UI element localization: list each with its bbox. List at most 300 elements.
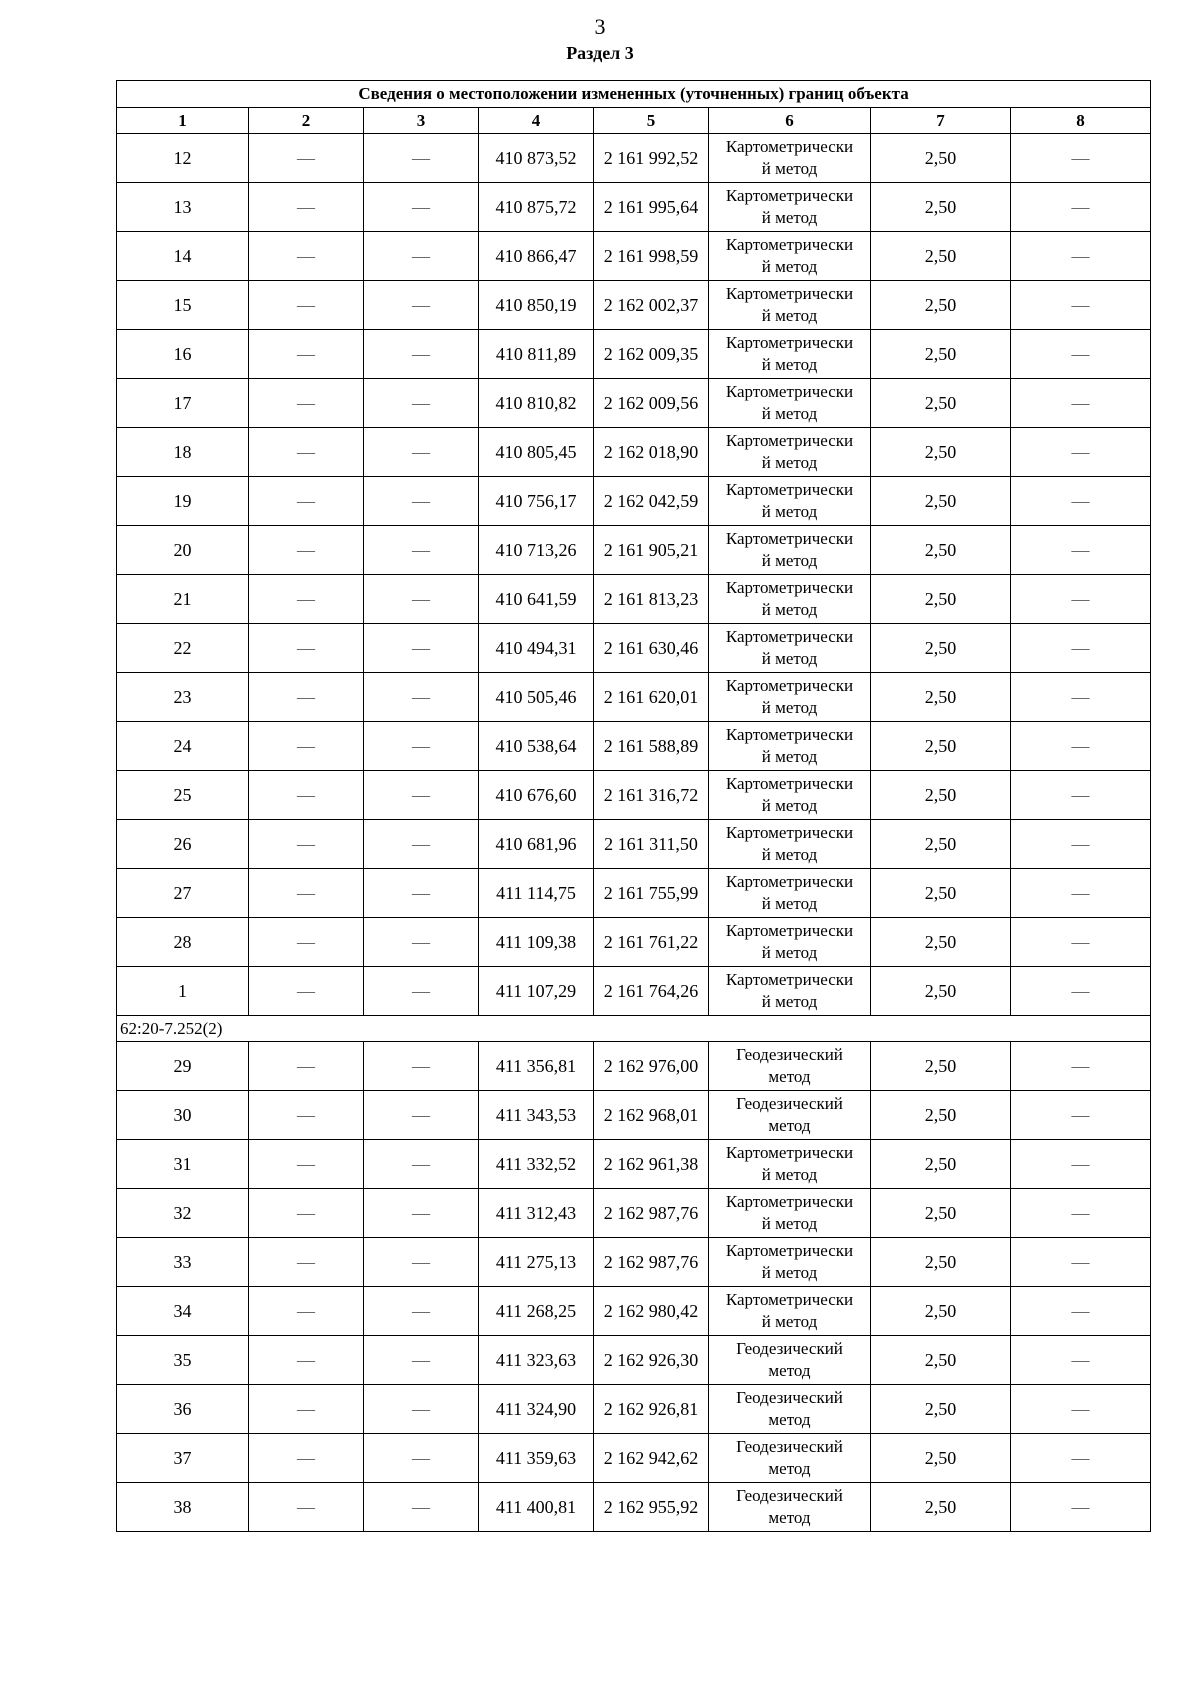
column-8-cell: — <box>1011 526 1151 575</box>
column-2-cell: — <box>249 820 364 869</box>
column-3-cell: — <box>364 771 479 820</box>
method-cell <box>709 1483 871 1532</box>
column-header: 1 <box>117 108 249 134</box>
y-coordinate-cell: 2 162 042,59 <box>594 477 709 526</box>
x-coordinate-cell: 410 850,19 <box>479 281 594 330</box>
point-number-cell: 27 <box>117 869 249 918</box>
table-row <box>117 869 1151 918</box>
accuracy-cell: 2,50 <box>871 183 1011 232</box>
y-coordinate-cell: 2 162 961,38 <box>594 1140 709 1189</box>
table-row <box>117 330 1151 379</box>
point-number-cell: 16 <box>117 330 249 379</box>
table-row <box>117 967 1151 1016</box>
x-coordinate-cell: 411 324,90 <box>479 1385 594 1434</box>
x-coordinate-cell: 411 107,29 <box>479 967 594 1016</box>
method-line-1: Картометрически <box>725 1241 854 1260</box>
table-row <box>117 1385 1151 1434</box>
x-coordinate-cell: 410 681,96 <box>479 820 594 869</box>
y-coordinate-cell: 2 161 311,50 <box>594 820 709 869</box>
x-coordinate-cell: 410 641,59 <box>479 575 594 624</box>
y-coordinate-cell: 2 162 009,35 <box>594 330 709 379</box>
group-label: 62:20-7.252(2) <box>117 1016 1151 1042</box>
method-cell <box>709 526 871 575</box>
column-2-cell: — <box>249 575 364 624</box>
column-2-cell: — <box>249 379 364 428</box>
accuracy-cell: 2,50 <box>871 1385 1011 1434</box>
x-coordinate-cell: 410 494,31 <box>479 624 594 673</box>
table-row <box>117 820 1151 869</box>
column-2-cell: — <box>249 1140 364 1189</box>
column-8-cell: — <box>1011 771 1151 820</box>
method-line-1: Картометрически <box>725 137 854 156</box>
column-3-cell: — <box>364 722 479 771</box>
column-2-cell: — <box>249 428 364 477</box>
table-caption: Сведения о местоположении измененных (уточненных) границ объекта <box>117 81 1151 108</box>
method-line-2: й метод <box>761 404 818 423</box>
column-header: 2 <box>249 108 364 134</box>
point-number-cell: 30 <box>117 1091 249 1140</box>
column-8-cell: — <box>1011 1385 1151 1434</box>
method-line-1: Картометрически <box>725 725 854 744</box>
method-cell <box>709 967 871 1016</box>
y-coordinate-cell: 2 161 755,99 <box>594 869 709 918</box>
point-number-cell: 20 <box>117 526 249 575</box>
y-coordinate-cell: 2 161 630,46 <box>594 624 709 673</box>
column-8-cell: — <box>1011 918 1151 967</box>
section-title: Раздел 3 <box>566 43 634 63</box>
accuracy-cell: 2,50 <box>871 477 1011 526</box>
table-row <box>117 1140 1151 1189</box>
column-2-cell: — <box>249 134 364 183</box>
page-number: 3 <box>594 14 606 39</box>
column-3-cell: — <box>364 820 479 869</box>
column-8-cell: — <box>1011 820 1151 869</box>
x-coordinate-cell: 411 359,63 <box>479 1434 594 1483</box>
method-line-1: Картометрически <box>725 970 854 989</box>
y-coordinate-cell: 2 162 980,42 <box>594 1287 709 1336</box>
column-3-cell: — <box>364 1238 479 1287</box>
method-line-1: Картометрически <box>725 774 854 793</box>
accuracy-cell: 2,50 <box>871 575 1011 624</box>
point-number-cell: 37 <box>117 1434 249 1483</box>
column-8-cell: — <box>1011 1287 1151 1336</box>
x-coordinate-cell: 411 343,53 <box>479 1091 594 1140</box>
column-8-cell: — <box>1011 1238 1151 1287</box>
column-3-cell: — <box>364 1042 479 1091</box>
column-2-cell: — <box>249 722 364 771</box>
column-2-cell: — <box>249 1042 364 1091</box>
accuracy-cell: 2,50 <box>871 869 1011 918</box>
column-header: 4 <box>479 108 594 134</box>
table-row <box>117 624 1151 673</box>
point-number-cell: 14 <box>117 232 249 281</box>
table-row <box>117 1287 1151 1336</box>
method-cell <box>709 330 871 379</box>
method-cell <box>709 1091 871 1140</box>
method-line-1: Геодезический <box>736 1486 843 1505</box>
method-line-2: й метод <box>761 306 818 325</box>
column-2-cell: — <box>249 183 364 232</box>
column-8-cell: — <box>1011 428 1151 477</box>
y-coordinate-cell: 2 161 588,89 <box>594 722 709 771</box>
x-coordinate-cell: 411 114,75 <box>479 869 594 918</box>
accuracy-cell: 2,50 <box>871 232 1011 281</box>
column-8-cell: — <box>1011 281 1151 330</box>
method-line-1: Картометрически <box>725 578 854 597</box>
method-cell <box>709 624 871 673</box>
table-row <box>117 1483 1151 1532</box>
point-number-cell: 38 <box>117 1483 249 1532</box>
accuracy-cell: 2,50 <box>871 379 1011 428</box>
y-coordinate-cell: 2 162 968,01 <box>594 1091 709 1140</box>
table-row <box>117 134 1151 183</box>
column-8-cell: — <box>1011 1140 1151 1189</box>
method-line-2: й метод <box>761 698 818 717</box>
point-number-cell: 32 <box>117 1189 249 1238</box>
column-3-cell: — <box>364 1140 479 1189</box>
method-cell <box>709 232 871 281</box>
y-coordinate-cell: 2 162 002,37 <box>594 281 709 330</box>
column-3-cell: — <box>364 379 479 428</box>
column-3-cell: — <box>364 281 479 330</box>
column-3-cell: — <box>364 1189 479 1238</box>
method-cell <box>709 1434 871 1483</box>
y-coordinate-cell: 2 161 764,26 <box>594 967 709 1016</box>
point-number-cell: 28 <box>117 918 249 967</box>
x-coordinate-cell: 411 109,38 <box>479 918 594 967</box>
column-2-cell: — <box>249 281 364 330</box>
method-line-1: Картометрически <box>725 235 854 254</box>
column-8-cell: — <box>1011 1336 1151 1385</box>
method-line-1: Геодезический <box>736 1094 843 1113</box>
method-line-2: й метод <box>761 1312 818 1331</box>
column-header: 6 <box>709 108 871 134</box>
method-line-1: Геодезический <box>736 1437 843 1456</box>
table-row <box>117 379 1151 428</box>
y-coordinate-cell: 2 162 976,00 <box>594 1042 709 1091</box>
point-number-cell: 12 <box>117 134 249 183</box>
point-number-cell: 23 <box>117 673 249 722</box>
column-2-cell: — <box>249 918 364 967</box>
method-line-2: й метод <box>761 1263 818 1282</box>
table-row <box>117 771 1151 820</box>
table-row <box>117 1434 1151 1483</box>
x-coordinate-cell: 411 400,81 <box>479 1483 594 1532</box>
column-8-cell: — <box>1011 1091 1151 1140</box>
column-8-cell: — <box>1011 477 1151 526</box>
x-coordinate-cell: 410 805,45 <box>479 428 594 477</box>
method-line-2: й метод <box>761 502 818 521</box>
column-8-cell: — <box>1011 330 1151 379</box>
accuracy-cell: 2,50 <box>871 134 1011 183</box>
method-line-1: Картометрически <box>725 676 854 695</box>
column-header-row <box>117 108 1151 134</box>
point-number-cell: 22 <box>117 624 249 673</box>
accuracy-cell: 2,50 <box>871 722 1011 771</box>
column-2-cell: — <box>249 477 364 526</box>
point-number-cell: 24 <box>117 722 249 771</box>
column-2-cell: — <box>249 1483 364 1532</box>
column-2-cell: — <box>249 624 364 673</box>
method-line-2: й метод <box>761 1165 818 1184</box>
x-coordinate-cell: 410 875,72 <box>479 183 594 232</box>
column-2-cell: — <box>249 232 364 281</box>
column-8-cell: — <box>1011 624 1151 673</box>
x-coordinate-cell: 411 268,25 <box>479 1287 594 1336</box>
column-3-cell: — <box>364 967 479 1016</box>
y-coordinate-cell: 2 161 813,23 <box>594 575 709 624</box>
column-8-cell: — <box>1011 1483 1151 1532</box>
method-line-1: Картометрически <box>725 1192 854 1211</box>
method-line-2: й метод <box>761 943 818 962</box>
method-cell <box>709 1238 871 1287</box>
method-line-2: й метод <box>761 551 818 570</box>
column-8-cell: — <box>1011 1042 1151 1091</box>
method-line-2: метод <box>768 1361 811 1380</box>
table-caption-row <box>117 81 1151 108</box>
point-number-cell: 18 <box>117 428 249 477</box>
column-3-cell: — <box>364 1287 479 1336</box>
method-cell <box>709 1385 871 1434</box>
column-3-cell: — <box>364 1385 479 1434</box>
accuracy-cell: 2,50 <box>871 526 1011 575</box>
column-8-cell: — <box>1011 722 1151 771</box>
y-coordinate-cell: 2 162 955,92 <box>594 1483 709 1532</box>
method-line-2: й метод <box>761 257 818 276</box>
column-8-cell: — <box>1011 1434 1151 1483</box>
y-coordinate-cell: 2 161 995,64 <box>594 183 709 232</box>
y-coordinate-cell: 2 161 316,72 <box>594 771 709 820</box>
method-line-1: Геодезический <box>736 1388 843 1407</box>
column-header: 5 <box>594 108 709 134</box>
x-coordinate-cell: 410 811,89 <box>479 330 594 379</box>
column-2-cell: — <box>249 1434 364 1483</box>
method-cell <box>709 1042 871 1091</box>
point-number-cell: 35 <box>117 1336 249 1385</box>
accuracy-cell: 2,50 <box>871 281 1011 330</box>
method-line-1: Картометрически <box>725 186 854 205</box>
table-row <box>117 477 1151 526</box>
column-3-cell: — <box>364 673 479 722</box>
method-line-2: й метод <box>761 747 818 766</box>
column-3-cell: — <box>364 869 479 918</box>
method-line-1: Геодезический <box>736 1339 843 1358</box>
point-number-cell: 29 <box>117 1042 249 1091</box>
x-coordinate-cell: 411 275,13 <box>479 1238 594 1287</box>
table-row <box>117 673 1151 722</box>
column-8-cell: — <box>1011 1189 1151 1238</box>
accuracy-cell: 2,50 <box>871 1042 1011 1091</box>
y-coordinate-cell: 2 162 926,30 <box>594 1336 709 1385</box>
point-number-cell: 19 <box>117 477 249 526</box>
method-line-2: й метод <box>761 796 818 815</box>
accuracy-cell: 2,50 <box>871 1140 1011 1189</box>
point-number-cell: 36 <box>117 1385 249 1434</box>
method-cell <box>709 918 871 967</box>
method-line-1: Геодезический <box>736 1045 843 1064</box>
method-line-2: й метод <box>761 208 818 227</box>
column-3-cell: — <box>364 232 479 281</box>
column-3-cell: — <box>364 134 479 183</box>
x-coordinate-cell: 411 323,63 <box>479 1336 594 1385</box>
column-3-cell: — <box>364 526 479 575</box>
method-cell <box>709 1189 871 1238</box>
table-row <box>117 1336 1151 1385</box>
table-row <box>117 281 1151 330</box>
column-2-cell: — <box>249 330 364 379</box>
column-2-cell: — <box>249 869 364 918</box>
method-cell <box>709 477 871 526</box>
column-3-cell: — <box>364 428 479 477</box>
column-8-cell: — <box>1011 575 1151 624</box>
x-coordinate-cell: 410 538,64 <box>479 722 594 771</box>
table-row <box>117 1091 1151 1140</box>
accuracy-cell: 2,50 <box>871 624 1011 673</box>
y-coordinate-cell: 2 162 987,76 <box>594 1189 709 1238</box>
column-3-cell: — <box>364 1336 479 1385</box>
table-row <box>117 918 1151 967</box>
method-line-1: Картометрически <box>725 480 854 499</box>
method-cell <box>709 820 871 869</box>
method-cell <box>709 1287 871 1336</box>
table-row <box>117 1189 1151 1238</box>
column-3-cell: — <box>364 918 479 967</box>
table-row <box>117 526 1151 575</box>
method-line-2: метод <box>768 1508 811 1527</box>
column-3-cell: — <box>364 330 479 379</box>
accuracy-cell: 2,50 <box>871 1189 1011 1238</box>
point-number-cell: 15 <box>117 281 249 330</box>
method-cell <box>709 771 871 820</box>
x-coordinate-cell: 411 312,43 <box>479 1189 594 1238</box>
y-coordinate-cell: 2 162 926,81 <box>594 1385 709 1434</box>
method-line-2: й метод <box>761 453 818 472</box>
column-8-cell: — <box>1011 232 1151 281</box>
column-8-cell: — <box>1011 967 1151 1016</box>
method-line-1: Картометрически <box>725 284 854 303</box>
point-number-cell: 26 <box>117 820 249 869</box>
method-line-2: й метод <box>761 845 818 864</box>
x-coordinate-cell: 410 873,52 <box>479 134 594 183</box>
column-2-cell: — <box>249 526 364 575</box>
method-line-1: Картометрически <box>725 382 854 401</box>
method-line-2: й метод <box>761 600 818 619</box>
x-coordinate-cell: 410 676,60 <box>479 771 594 820</box>
accuracy-cell: 2,50 <box>871 1238 1011 1287</box>
y-coordinate-cell: 2 161 761,22 <box>594 918 709 967</box>
table-row <box>117 428 1151 477</box>
y-coordinate-cell: 2 161 905,21 <box>594 526 709 575</box>
point-number-cell: 31 <box>117 1140 249 1189</box>
y-coordinate-cell: 2 162 018,90 <box>594 428 709 477</box>
accuracy-cell: 2,50 <box>871 673 1011 722</box>
method-line-2: метод <box>768 1067 811 1086</box>
method-cell <box>709 869 871 918</box>
column-2-cell: — <box>249 1189 364 1238</box>
y-coordinate-cell: 2 161 992,52 <box>594 134 709 183</box>
accuracy-cell: 2,50 <box>871 771 1011 820</box>
method-line-1: Картометрически <box>725 921 854 940</box>
column-8-cell: — <box>1011 379 1151 428</box>
method-cell <box>709 428 871 477</box>
column-8-cell: — <box>1011 183 1151 232</box>
accuracy-cell: 2,50 <box>871 820 1011 869</box>
column-3-cell: — <box>364 575 479 624</box>
method-line-1: Картометрически <box>725 431 854 450</box>
column-2-cell: — <box>249 1091 364 1140</box>
column-2-cell: — <box>249 771 364 820</box>
column-3-cell: — <box>364 1434 479 1483</box>
column-header: 3 <box>364 108 479 134</box>
column-header: 7 <box>871 108 1011 134</box>
method-line-2: метод <box>768 1116 811 1135</box>
accuracy-cell: 2,50 <box>871 330 1011 379</box>
column-2-cell: — <box>249 1385 364 1434</box>
x-coordinate-cell: 410 810,82 <box>479 379 594 428</box>
method-cell <box>709 379 871 428</box>
point-number-cell: 33 <box>117 1238 249 1287</box>
accuracy-cell: 2,50 <box>871 1434 1011 1483</box>
method-line-1: Картометрически <box>725 823 854 842</box>
x-coordinate-cell: 410 756,17 <box>479 477 594 526</box>
method-line-1: Картометрически <box>725 627 854 646</box>
column-8-cell: — <box>1011 134 1151 183</box>
column-3-cell: — <box>364 1483 479 1532</box>
method-cell <box>709 1336 871 1385</box>
y-coordinate-cell: 2 162 987,76 <box>594 1238 709 1287</box>
method-line-2: й метод <box>761 992 818 1011</box>
accuracy-cell: 2,50 <box>871 1483 1011 1532</box>
group-label-row <box>117 1016 1151 1042</box>
point-number-cell: 13 <box>117 183 249 232</box>
method-cell <box>709 134 871 183</box>
accuracy-cell: 2,50 <box>871 967 1011 1016</box>
column-2-cell: — <box>249 1238 364 1287</box>
column-2-cell: — <box>249 967 364 1016</box>
x-coordinate-cell: 410 713,26 <box>479 526 594 575</box>
column-3-cell: — <box>364 1091 479 1140</box>
method-cell <box>709 575 871 624</box>
point-number-cell: 17 <box>117 379 249 428</box>
boundary-coordinates-table <box>116 80 1151 1532</box>
table-row <box>117 722 1151 771</box>
method-cell <box>709 1140 871 1189</box>
method-cell <box>709 722 871 771</box>
column-8-cell: — <box>1011 673 1151 722</box>
accuracy-cell: 2,50 <box>871 1091 1011 1140</box>
accuracy-cell: 2,50 <box>871 918 1011 967</box>
y-coordinate-cell: 2 162 009,56 <box>594 379 709 428</box>
accuracy-cell: 2,50 <box>871 1336 1011 1385</box>
column-2-cell: — <box>249 1336 364 1385</box>
table-row <box>117 183 1151 232</box>
column-8-cell: — <box>1011 869 1151 918</box>
accuracy-cell: 2,50 <box>871 1287 1011 1336</box>
x-coordinate-cell: 411 356,81 <box>479 1042 594 1091</box>
point-number-cell: 21 <box>117 575 249 624</box>
x-coordinate-cell: 411 332,52 <box>479 1140 594 1189</box>
method-line-1: Картометрически <box>725 1143 854 1162</box>
x-coordinate-cell: 410 505,46 <box>479 673 594 722</box>
table-row <box>117 1042 1151 1091</box>
point-number-cell: 25 <box>117 771 249 820</box>
column-2-cell: — <box>249 1287 364 1336</box>
table-body <box>117 81 1151 1532</box>
method-line-2: метод <box>768 1459 811 1478</box>
method-cell <box>709 183 871 232</box>
table-row <box>117 575 1151 624</box>
table-row <box>117 1238 1151 1287</box>
